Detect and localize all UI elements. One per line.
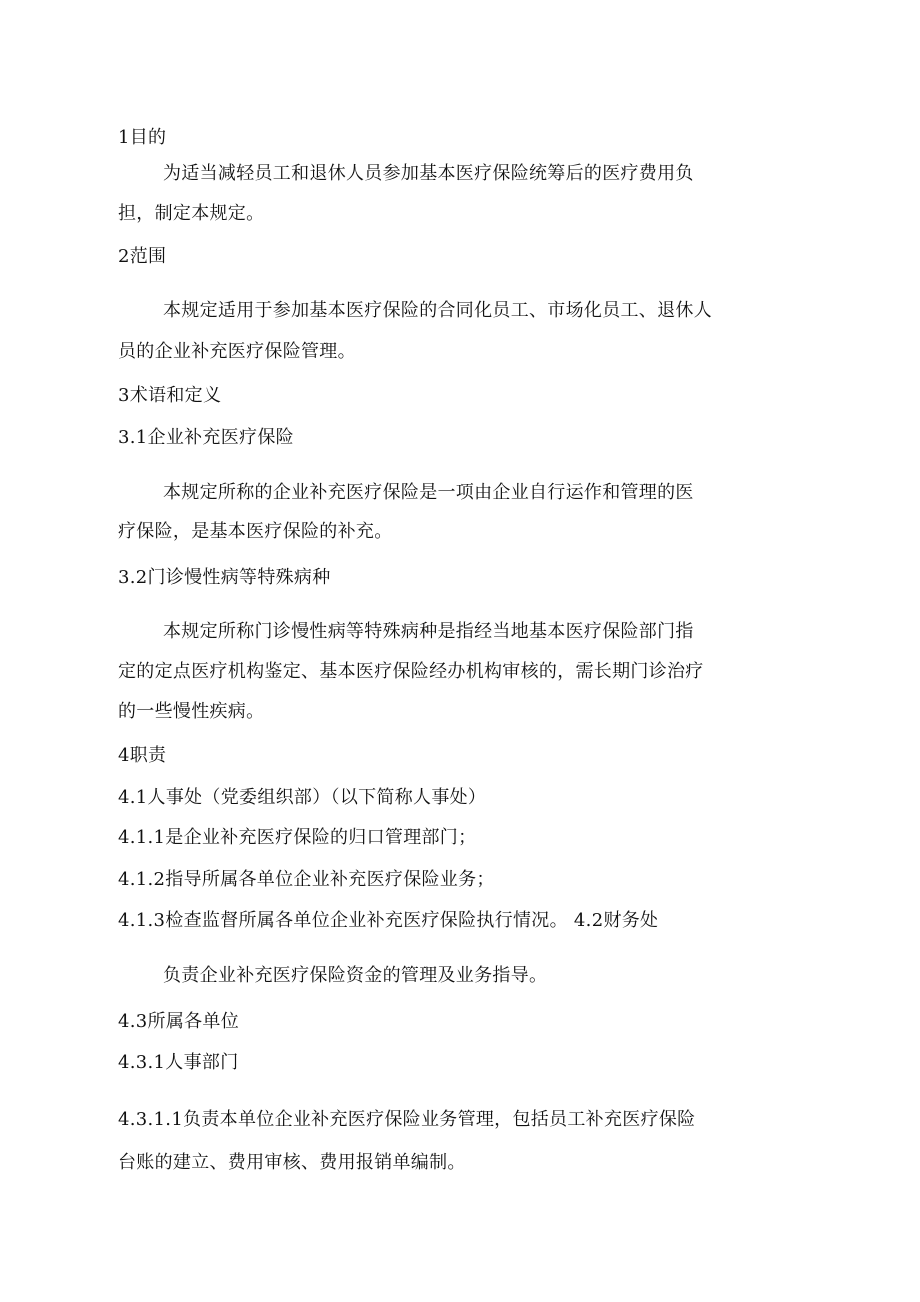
heading-1: 1目的 bbox=[118, 127, 167, 148]
paragraph-4-2: 负责企业补充医疗保险资金的管理及业务指导。 bbox=[163, 965, 548, 986]
heading-3-1: 3.1企业补充医疗保险 bbox=[118, 427, 294, 448]
paragraph-scope-line-2: 员的企业补充医疗保险管理。 bbox=[118, 341, 356, 362]
paragraph-scope-line-1: 本规定适用于参加基本医疗保险的合同化员工、市场化员工、退休人 bbox=[163, 300, 712, 321]
paragraph-purpose-line-1: 为适当减轻员工和退休人员参加基本医疗保险统筹后的医疗费用负 bbox=[163, 163, 694, 184]
paragraph-purpose-line-2: 担，制定本规定。 bbox=[118, 203, 265, 224]
paragraph-3-1-line-2: 疗保险，是基本医疗保险的补充。 bbox=[118, 521, 393, 542]
item-4-1-3: 4.1.3检查监督所属各单位企业补充医疗保险执行情况。 4.2财务处 bbox=[118, 910, 659, 931]
heading-4: 4职责 bbox=[118, 745, 167, 766]
item-4-1-2: 4.1.2指导所属各单位企业补充医疗保险业务； bbox=[118, 869, 495, 890]
item-4-3-1-1-line-1: 4.3.1.1负责本单位企业补充医疗保险业务管理，包括员工补充医疗保险 bbox=[118, 1109, 696, 1130]
heading-4-3-1: 4.3.1人事部门 bbox=[118, 1052, 239, 1073]
paragraph-3-1-line-1: 本规定所称的企业补充医疗保险是一项由企业自行运作和管理的医 bbox=[163, 482, 694, 503]
heading-2: 2范围 bbox=[118, 246, 167, 267]
paragraph-3-2-line-2: 定的定点医疗机构鉴定、基本医疗保险经办机构审核的，需长期门诊治疗 bbox=[118, 661, 704, 682]
item-4-3-1-1-line-2: 台账的建立、费用审核、费用报销单编制。 bbox=[118, 1152, 466, 1173]
heading-4-1: 4.1人事处（党委组织部）（以下简称人事处） bbox=[118, 787, 487, 808]
heading-3: 3术语和定义 bbox=[118, 385, 222, 406]
heading-3-2: 3.2门诊慢性病等特殊病种 bbox=[118, 567, 331, 588]
heading-4-3: 4.3所属各单位 bbox=[118, 1011, 240, 1032]
item-4-1-1: 4.1.1是企业补充医疗保险的归口管理部门； bbox=[118, 827, 477, 848]
paragraph-3-2-line-3: 的一些慢性疾病。 bbox=[118, 701, 265, 722]
paragraph-3-2-line-1: 本规定所称门诊慢性病等特殊病种是指经当地基本医疗保险部门指 bbox=[163, 621, 694, 642]
